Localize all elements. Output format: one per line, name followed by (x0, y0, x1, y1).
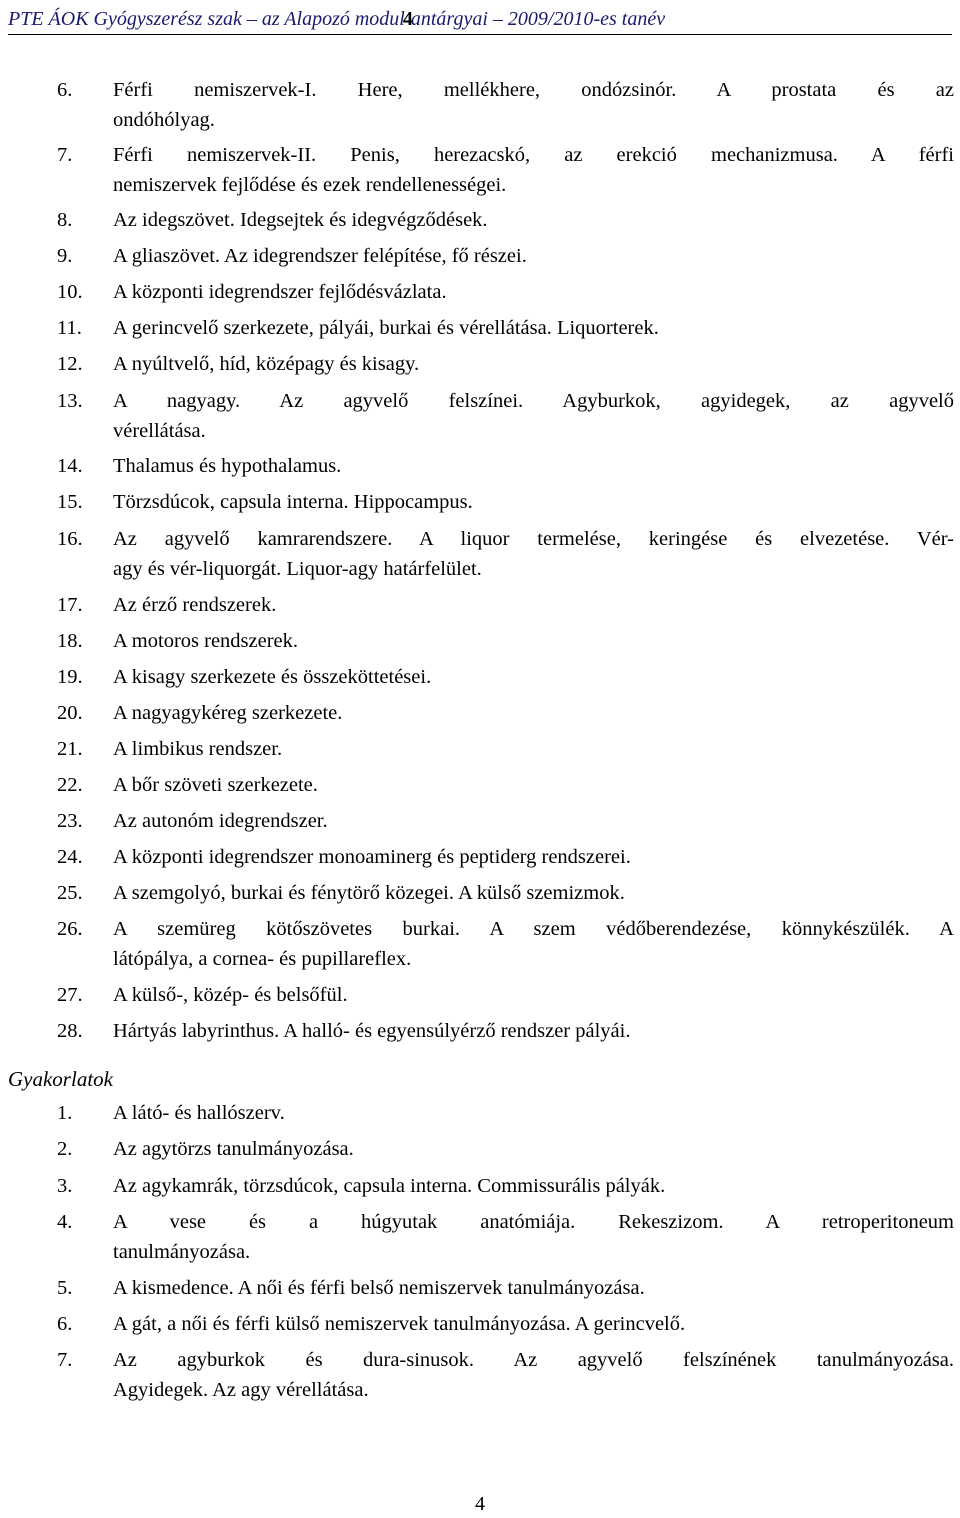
list-item (57, 451, 954, 481)
item-number: 19. (57, 666, 83, 688)
item-text-line: A kisagy szerkezete és összeköttetései. (113, 666, 432, 688)
item-text-line: Az agyvelő kamrarendszere. A liquor termelése, keringése és elvezetése. Vér- (113, 528, 954, 550)
running-header (8, 6, 952, 35)
item-text-line: A kismedence. A női és férfi belső nemiszervek tanulmányozása. (113, 1277, 645, 1299)
list-item (57, 590, 954, 620)
item-number: 25. (57, 882, 83, 904)
item-number: 14. (57, 455, 83, 477)
item-text-line: A gliaszövet. Az idegrendszer felépítése, fő részei. (113, 245, 527, 267)
list-item (57, 205, 954, 235)
item-text-line: A gerincvelő szerkezete, pályái, burkai és vérellátása. Liquorterek. (113, 317, 659, 339)
item-number: 27. (57, 984, 83, 1006)
item-number: 10. (57, 281, 83, 303)
item-number: 6. (57, 1313, 73, 1335)
item-number: 6. (57, 79, 73, 101)
item-text-line: A gát, a női és férfi külső nemiszervek tanulmányozása. A gerincvelő. (113, 1313, 686, 1335)
item-text-line: A központi idegrendszer monoaminerg és peptiderg rendszerei. (113, 846, 631, 868)
item-number: 24. (57, 846, 83, 868)
list-item (57, 140, 954, 200)
item-text-line: Az agyburkok és dura-sinusok. Az agyvelő felszínének tanulmányozása. (113, 1349, 954, 1371)
item-number: 12. (57, 353, 83, 375)
list-item (57, 1309, 954, 1339)
item-number: 1. (57, 1102, 73, 1124)
item-text-line: A nyúltvelő, híd, középagy és kisagy. (113, 353, 420, 375)
item-number: 18. (57, 630, 83, 652)
list-item (57, 313, 954, 343)
item-text-line: Törzsdúcok, capsula interna. Hippocampus. (113, 491, 473, 513)
list-item (57, 1134, 954, 1164)
item-number: 23. (57, 810, 83, 832)
item-number: 11. (57, 317, 82, 339)
list-item (57, 277, 954, 307)
item-text-line: Az érző rendszerek. (113, 594, 277, 616)
item-text-line: ondóhólyag. (113, 109, 215, 131)
item-text-line: látópálya, a cornea- és pupillareflex. (113, 948, 412, 970)
item-number: 16. (57, 528, 83, 550)
item-text-line: tanulmányozása. (113, 1241, 251, 1263)
item-text-line: A központi idegrendszer fejlődésvázlata. (113, 281, 447, 303)
item-text-line: A látó- és hallószerv. (113, 1102, 285, 1124)
list-item (57, 1098, 954, 1128)
page-number: 4 (475, 1493, 485, 1515)
item-number: 7. (57, 144, 73, 166)
list-item (57, 349, 954, 379)
item-number: 4. (57, 1211, 73, 1233)
list-item (57, 914, 954, 974)
header-text-before: PTE ÁOK Gyógyszerész szak – az Alapozó modul (8, 8, 405, 30)
item-text-line: Az agykamrák, törzsdúcok, capsula interna. Commissurális pályák. (113, 1175, 666, 1197)
item-text-line: Az autonóm idegrendszer. (113, 810, 328, 832)
list-item (57, 1345, 954, 1405)
list-item (57, 980, 954, 1010)
list-item (57, 241, 954, 271)
item-number: 2. (57, 1138, 73, 1160)
list-item (57, 1171, 954, 1201)
item-text-line: Hártyás labyrinthus. A halló- és egyensúlyérző rendszer pályái. (113, 1020, 631, 1042)
list-item (57, 770, 954, 800)
item-number: 20. (57, 702, 83, 724)
list-item (57, 1207, 954, 1267)
list-item (57, 75, 954, 135)
item-number: 28. (57, 1020, 83, 1042)
item-text-line: Az idegszövet. Idegsejtek és idegvégződések. (113, 209, 488, 231)
item-number: 22. (57, 774, 83, 796)
item-text-line: Az agytörzs tanulmányozása. (113, 1138, 354, 1160)
item-number: 13. (57, 390, 83, 412)
header-page-mark: 4 (402, 8, 413, 30)
item-text-line: A nagyagykéreg szerkezete. (113, 702, 343, 724)
item-text-line: vérellátása. (113, 420, 206, 442)
item-number: 7. (57, 1349, 73, 1371)
list-item (57, 626, 954, 656)
list-item (57, 698, 954, 728)
item-text-line: nemiszervek fejlődése és ezek rendellenességei. (113, 174, 507, 196)
list-item (57, 1273, 954, 1303)
item-text-line: A limbikus rendszer. (113, 738, 283, 760)
item-text-line: A nagyagy. Az agyvelő felszínei. Agyburkok, agyidegek, az agyvelő (113, 390, 954, 412)
list-item (57, 487, 954, 517)
item-text-line: A bőr szöveti szerkezete. (113, 774, 318, 796)
item-text-line: Thalamus és hypothalamus. (113, 455, 342, 477)
list-item (57, 524, 954, 584)
item-number: 5. (57, 1277, 73, 1299)
practicals-heading: Gyakorlatok (8, 1067, 113, 1091)
item-number: 15. (57, 491, 83, 513)
item-text-line: Férfi nemiszervek-I. Here, mellékhere, ondózsinór. A prostata és az (113, 79, 954, 101)
item-text-line: Férfi nemiszervek-II. Penis, herezacskó, az erekció mechanizmusa. A férfi (113, 144, 954, 166)
item-text-line: Agyidegek. Az agy vérellátása. (113, 1379, 369, 1401)
item-number: 9. (57, 245, 73, 267)
item-number: 8. (57, 209, 73, 231)
item-text-line: agy és vér-liquorgát. Liquor-agy határfelület. (113, 558, 482, 580)
list-item (57, 734, 954, 764)
item-number: 17. (57, 594, 83, 616)
list-item (57, 386, 954, 446)
list-item (57, 842, 954, 872)
item-text-line: A vese és a húgyutak anatómiája. Rekeszizom. A retroperitoneum (113, 1211, 954, 1233)
item-text-line: A szemgolyó, burkai és fénytörő közegei. A külső szemizmok. (113, 882, 625, 904)
item-text-line: A motoros rendszerek. (113, 630, 299, 652)
item-number: 21. (57, 738, 83, 760)
item-number: 3. (57, 1175, 73, 1197)
item-text-line: A külső-, közép- és belsőfül. (113, 984, 348, 1006)
item-number: 26. (57, 918, 83, 940)
list-item (57, 878, 954, 908)
list-item (57, 1016, 954, 1046)
item-text-line: A szemüreg kötőszövetes burkai. A szem védőberendezése, könnykészülék. A (113, 918, 954, 940)
list-item (57, 662, 954, 692)
header-text-after: antárgyai – 2009/2010-es tanév (410, 8, 666, 30)
list-item (57, 806, 954, 836)
